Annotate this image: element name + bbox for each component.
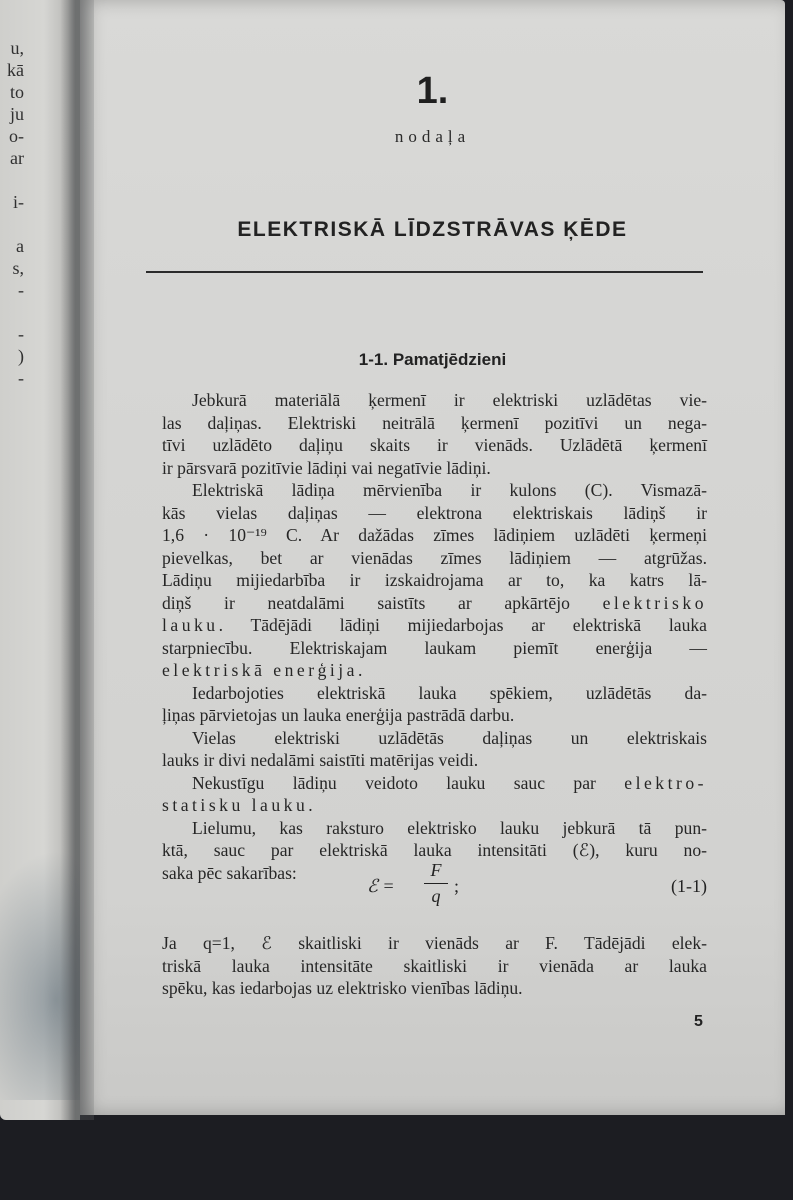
- text-line: Elektriskā lādiņa mērvienība ir kulons (C). Vismazā-: [192, 480, 707, 500]
- text-line: Iedarbojoties elektriskā lauka spēkiem, uzlādētās da-: [192, 682, 707, 703]
- text-line: [162, 794, 707, 817]
- text-line: [162, 659, 707, 682]
- text-line: ļiņas pārvietojas un lauka enerģija pastrādā darbu.: [162, 705, 515, 725]
- text-line: tīvi uzlādēto daļiņu skaits ir vienāds. Uzlādētā ķermenī: [162, 435, 707, 455]
- equation-lhs: ℰ =: [367, 876, 395, 896]
- left-page-fragment: a: [16, 236, 24, 256]
- left-page-fragment: ): [18, 346, 24, 366]
- text-line: [162, 614, 707, 637]
- text-line: las daļiņas. Elektriski neitrālā ķermenī pozitīvi un nega-: [162, 412, 707, 433]
- text-line: Lielumu, kas raksturo elektrisko lauku jebkurā tā pun-: [192, 817, 707, 838]
- section-heading: 1-1. Pamatjēdzieni: [358, 350, 507, 369]
- left-page-fragment: ar: [10, 148, 24, 168]
- left-page-fragment: o-: [9, 126, 24, 146]
- spaced-term: elektro-: [624, 772, 707, 793]
- text-line: [162, 592, 707, 615]
- text-segment: Nekustīgu lādiņu veidoto lauku sauc par: [192, 772, 625, 793]
- text-line: kās vielas daļiņas — elektrona elektriskais lādiņš ir: [162, 502, 707, 523]
- text-segment: . Tādējādi lādiņi mijiedarbojas ar elektriskā lauka: [218, 615, 707, 635]
- text-line: ktā, sauc par elektriskā lauka intensitāti (ℰ), kuru no-: [162, 840, 707, 860]
- text-segment: .: [308, 795, 313, 815]
- spaced-term: elektrisko: [602, 592, 707, 613]
- book-gutter: [60, 0, 94, 1120]
- body-text: [162, 389, 707, 884]
- left-page-fragment: ju: [9, 104, 24, 124]
- chapter-number: 1.: [416, 70, 449, 112]
- body-text-after-equation: [162, 932, 707, 1000]
- text-segment: diņš ir neatdalāmi saistīts ar apkārtējo: [162, 592, 603, 613]
- text-line: Ja q=1, ℰ skaitliski ir vienāds ar F. Tādējādi elek-: [162, 933, 707, 953]
- equation-1-1: [162, 858, 707, 918]
- spaced-term: lauku: [162, 615, 219, 635]
- text-line: Lādiņu mijiedarbība ir izskaidrojama ar to, ka katrs lā-: [162, 570, 707, 590]
- text-line: lauks ir divi nedalāmi saistīti matērijas veidi.: [162, 750, 479, 770]
- text-line: Vielas elektriski uzlādētās daļiņas un elektriskais: [192, 727, 707, 748]
- title-rule: [146, 271, 703, 273]
- equation-denominator: q: [431, 886, 441, 906]
- fraction-bar: [424, 883, 448, 884]
- left-page-fragment: s,: [12, 258, 24, 278]
- left-page-fragment: -: [18, 324, 24, 344]
- text-line: pievelkas, bet ar vienādas zīmes lādiņiem — atgrūžas.: [162, 547, 707, 568]
- left-page-fragment: u,: [10, 38, 24, 58]
- spaced-term: statisku lauku: [162, 795, 309, 815]
- left-page-fragment: i-: [13, 192, 24, 212]
- text-line: Jebkurā materiālā ķermenī ir elektriski uzlādētas vie-: [192, 390, 707, 410]
- left-page-fragment: -: [18, 280, 24, 300]
- chapter-label: nodaļa: [394, 127, 471, 146]
- page-number: 5: [694, 1013, 703, 1030]
- spaced-term: elektriskā enerģija: [162, 660, 358, 680]
- text-line: 1,6 · 10⁻¹⁹ C. Ar dažādas zīmes lādiņiem uzlādēti ķermeņi: [162, 525, 707, 545]
- book-page: [80, 0, 785, 1115]
- equation-numerator: F: [430, 860, 442, 880]
- text-line: starpniecību. Elektriskajam laukam piemīt enerģija —: [162, 637, 707, 658]
- text-segment: .: [357, 660, 363, 680]
- equation-number: (1-1): [671, 876, 707, 896]
- text-line: [162, 772, 707, 795]
- text-line: spēku, kas iedarbojas uz elektrisko vienības lādiņu.: [162, 978, 523, 998]
- chapter-title: ELEKTRISKĀ LĪDZSTRĀVAS ĶĒDE: [237, 218, 628, 241]
- text-line: triskā lauka intensitāte skaitliski ir vienāda ar lauka: [162, 955, 707, 976]
- left-page-fragment: -: [18, 368, 24, 388]
- left-page-fragment: to: [9, 82, 24, 102]
- equation-fraction: [424, 860, 448, 907]
- equation-tail: ;: [454, 876, 460, 896]
- text-line: saka pēc sakarības:: [162, 862, 297, 883]
- left-page-fragment: kā: [7, 60, 24, 80]
- text-line: ir pārsvarā pozitīvie lādiņi vai negatīvie lādiņi.: [162, 457, 491, 478]
